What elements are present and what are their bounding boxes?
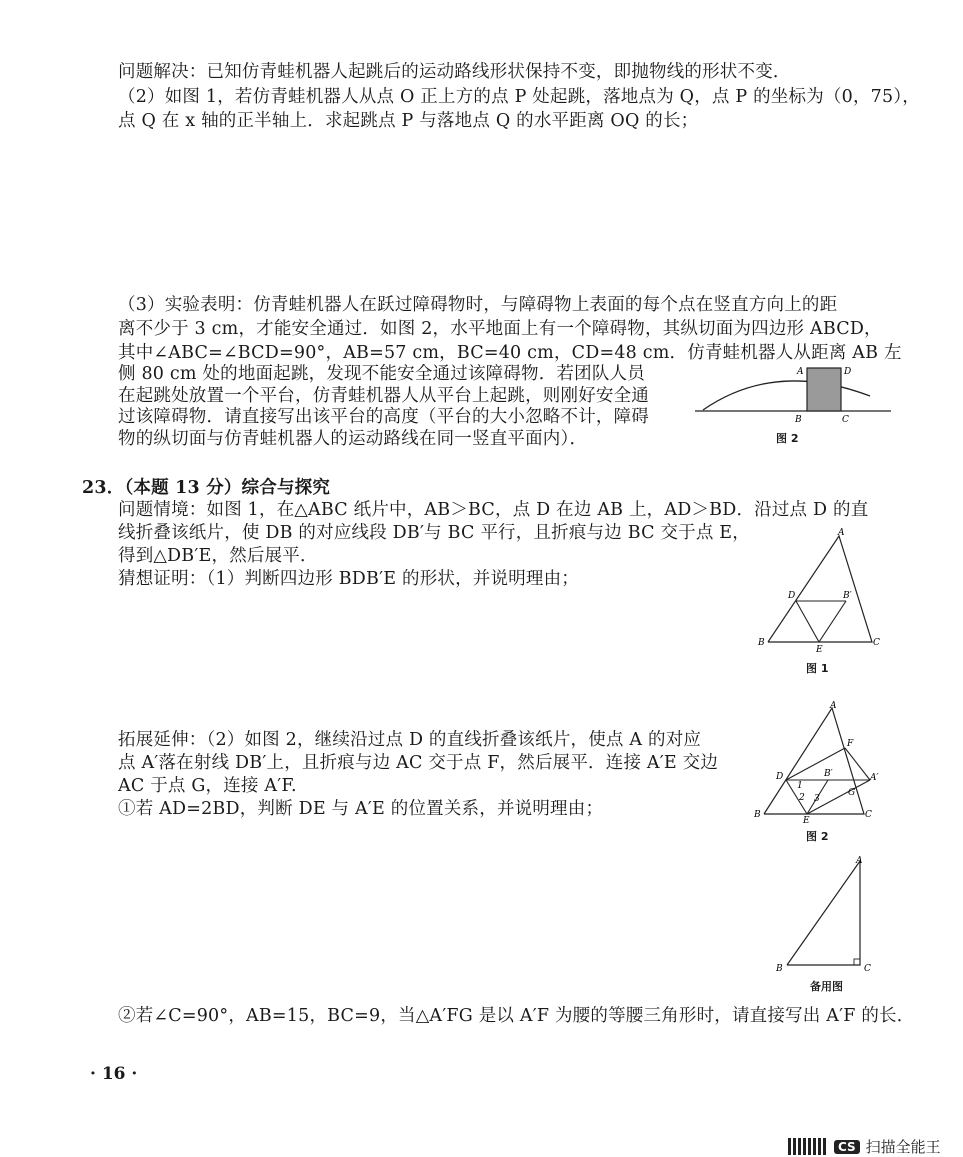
question-2-line-2: 点 Q 在 x 轴的正半轴上．求起跳点 P 与落地点 Q 的水平距离 OQ 的长； <box>118 111 699 131</box>
right-triangle <box>787 861 860 965</box>
q23-line-4: 猜想证明：（1）判断四边形 BDB′E 的形状，并说明理由； <box>118 569 580 589</box>
fig2-q23-caption: 图 2 <box>806 830 829 843</box>
fig2-caption: 图 2 <box>776 432 799 445</box>
f1-label-a: A <box>838 528 845 538</box>
question-3-line-2: 离不少于 3 cm，才能安全通过．如图 2，水平地面上有一个障碍物，其纵切面为四边形 ABCD， <box>118 319 882 339</box>
question-3-line-1: （3）实验表明：仿青蛙机器人在跃过障碍物时，与障碍物上表面的每个点在竖直方向上的距 <box>118 295 838 315</box>
f2-angle-3: 3 <box>814 794 820 804</box>
label-c: C <box>842 415 849 425</box>
f2-label-a2: A′ <box>870 773 879 783</box>
q23-line-1: 问题情境：如图 1，在△ABC 纸片中，AB＞BC，点 D 在边 AB 上，AD＞BD．沿过点 D 的直 <box>118 500 869 520</box>
qr-code-icon <box>788 1138 828 1155</box>
crease-df <box>786 748 845 780</box>
q23-line-8: ①若 AD=2BD，判断 DE 与 A′E 的位置关系，并说明理由； <box>118 799 604 819</box>
f3-label-a: A <box>856 856 863 866</box>
question-2-line-1: （2）如图 1，若仿青蛙机器人从点 O 正上方的点 P 处起跳，落地点为 Q，点 P 的坐标为（0，75）， <box>118 87 920 107</box>
scanner-watermark <box>788 1138 941 1155</box>
f2-label-d: D <box>776 772 784 782</box>
f1-label-b: B <box>758 638 765 648</box>
fig1-caption: 图 1 <box>806 662 829 675</box>
f1-label-c: C <box>873 638 880 648</box>
right-angle-mark <box>854 959 860 965</box>
segment-b2e <box>819 601 846 642</box>
page-number: · 16 · <box>90 1064 138 1084</box>
triangle-figure-2 <box>752 700 887 828</box>
f2-label-f: F <box>847 739 854 749</box>
question-3-line-6: 过该障碍物．请直接写出该平台的高度（平台的大小忽略不计，障碍 <box>118 407 649 427</box>
question-3-line-5: 在起跳处放置一个平台，仿青蛙机器人从平台上起跳，则刚好安全通 <box>118 386 649 406</box>
f3-label-c: C <box>864 964 871 974</box>
f2-label-a: A <box>830 701 837 711</box>
f2-label-e: E <box>803 816 810 826</box>
label-a: A <box>797 367 804 377</box>
triangle-abc <box>768 536 872 642</box>
label-d: D <box>844 367 852 377</box>
spare-figure-caption: 备用图 <box>810 980 843 993</box>
q23-line-7: AC 于点 G，连接 A′F. <box>118 776 297 796</box>
scanner-app-name: 扫描全能王 <box>865 1138 941 1156</box>
f1-label-b2: B′ <box>843 591 852 601</box>
f1-label-d: D <box>788 591 796 601</box>
q23-line-3: 得到△DB′E，然后展平． <box>118 546 318 566</box>
problem-solving-line: 问题解决：已知仿青蛙机器人起跳后的运动路线形状保持不变，即抛物线的形状不变． <box>118 62 791 82</box>
f2-label-b: B <box>754 810 761 820</box>
obstacle-figure <box>695 360 895 440</box>
obstacle-rect <box>807 368 841 411</box>
f1-label-e: E <box>816 645 823 654</box>
question-3-line-4: 侧 80 cm 处的地面起跳，发现不能安全通过该障碍物．若团队人员 <box>118 364 645 384</box>
f2-angle-1: 1 <box>797 781 803 791</box>
question-3-line-3: 其中∠ABC=∠BCD=90°，AB=57 cm，BC=40 cm，CD=48 cm．仿青蛙机器人从距离 AB 左 <box>118 343 902 363</box>
f2-label-b2: B′ <box>824 769 833 779</box>
q23-line-2: 线折叠该纸片，使 DB 的对应线段 DB′与 BC 平行，且折痕与边 BC 交于点 E， <box>118 523 750 543</box>
q23-header: 23．（本题 13 分）综合与探究 <box>82 478 331 498</box>
cs-logo: CS <box>834 1140 860 1154</box>
question-3-line-7: 物的纵切面与仿青蛙机器人的运动路线在同一竖直平面内）． <box>118 429 588 449</box>
jump-parabola <box>703 381 870 410</box>
f2-angle-2: 2 <box>799 793 805 803</box>
f3-label-b: B <box>776 964 783 974</box>
triangle-figure-1 <box>755 526 885 654</box>
f2-label-c: C <box>865 810 872 820</box>
f2-label-g: G <box>848 788 856 798</box>
label-b: B <box>795 415 802 425</box>
segment-de <box>796 601 819 642</box>
q23-line-6: 点 A′落在射线 DB′上，且折痕与边 AC 交于点 F，然后展平．连接 A′E 交边 <box>118 753 719 773</box>
q23-line-9: ②若∠C=90°，AB=15，BC=9，当△A′FG 是以 A′F 为腰的等腰三角形时，请直接写出 A′F 的长． <box>118 1006 915 1026</box>
q23-line-5: 拓展延伸：（2）如图 2，继续沿过点 D 的直线折叠该纸片，使点 A 的对应 <box>118 730 702 750</box>
spare-figure <box>772 855 882 975</box>
